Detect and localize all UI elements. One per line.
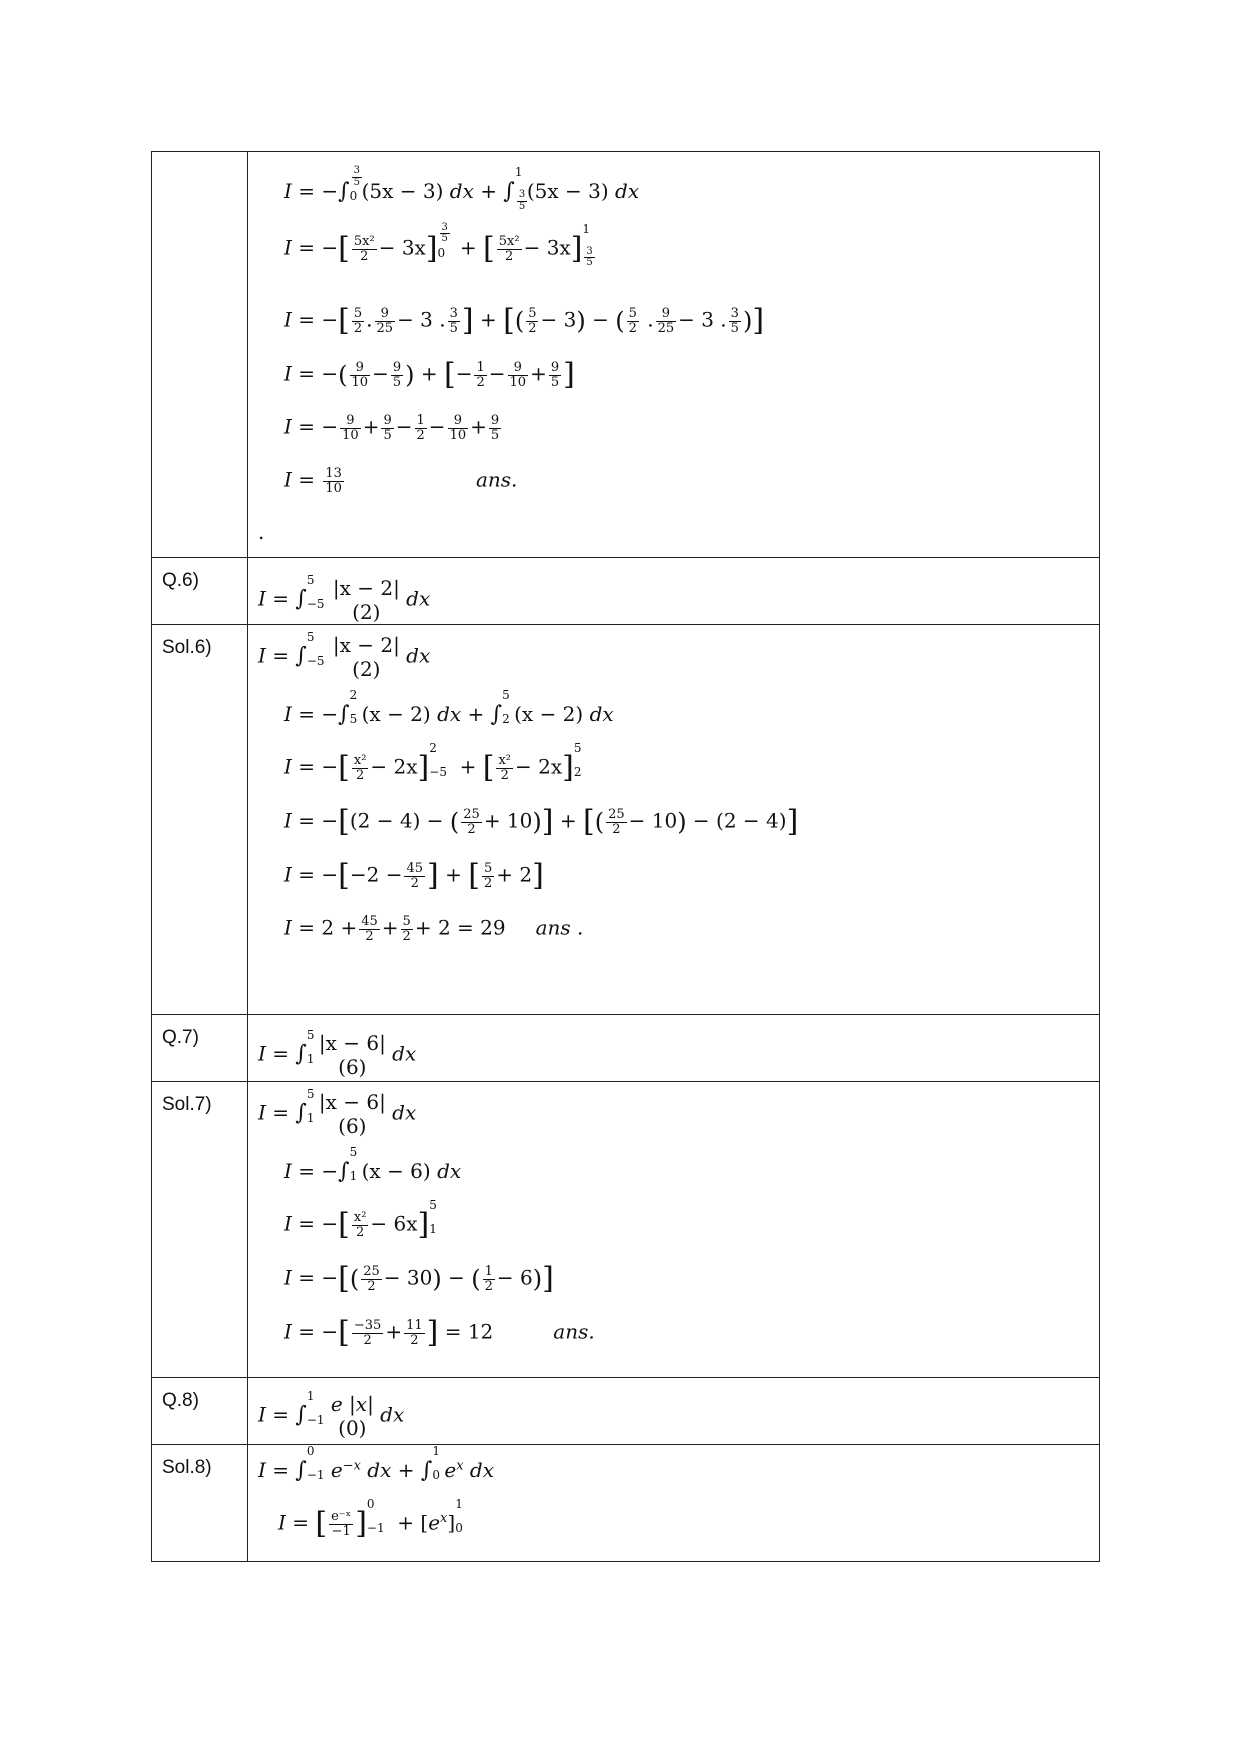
table-row bbox=[152, 625, 1100, 1015]
solutions-table bbox=[151, 151, 1100, 1562]
row-label bbox=[152, 152, 248, 558]
equation-line: I = −∫ 5 1 (x − 6) dx bbox=[284, 1145, 462, 1184]
equation-line: I = −( $\frac{9}{10}$ − $\frac{9}{5}$ ) + [− $\frac{1}{2}$ − $\frac{9}{10}$ + $\frac{9}{5}$ ] bbox=[284, 357, 575, 392]
equation-line: I = −[−2 − $\frac{45}{2}$ ] + [ $\frac{5}{2}$ + 2] bbox=[284, 858, 544, 893]
equation-line: I = −[ $\frac{\text{x²}}{2}$ − 6x] 5 1 bbox=[284, 1197, 437, 1242]
equation-line: I = −∫ 2 5 (x − 2) dx + ∫ 5 2 (x − 2) dx bbox=[284, 688, 614, 727]
equation-line: I = −[ $\frac{\text{5x²}}{2}$ − 3x] $\frac{3}{5}$ 0 + [ $\frac{\text{5x²}}{2}$ − 3x] 1 $\frac{3}{5}$ bbox=[284, 221, 593, 268]
equation-line: I = −[ $\frac{-35}{2}$ + $\frac{11}{2}$ ] = 12 ans. bbox=[284, 1315, 595, 1350]
equation-line: I = ∫ 0 −1 $e^{-x}$ dx + ∫ 1 0 $e^x$ dx bbox=[258, 1444, 494, 1483]
table-row bbox=[152, 558, 1100, 625]
solution-cell bbox=[248, 1445, 1100, 1562]
row-label: Sol.8) bbox=[152, 1445, 248, 1562]
solution-cell bbox=[248, 1082, 1100, 1378]
equation-line: I = −[ $\frac{\text{x²}}{2}$ − 2x] 2 −5 + [ $\frac{\text{x²}}{2}$ − 2x] 5 2 bbox=[284, 740, 582, 785]
question-cell bbox=[248, 558, 1100, 625]
table-row bbox=[152, 152, 1100, 558]
equation-line: I = ∫ 5 1 |x − 6| (6) dx bbox=[258, 1086, 417, 1138]
equation-line: I = ∫ 5 1 |x − 6| (6) dx bbox=[258, 1027, 417, 1079]
solution-cell bbox=[248, 625, 1100, 1015]
row-label: Q.6) bbox=[152, 558, 248, 625]
equation-line: I = [ $\frac{\text{e⁻ˣ}}{-1}$ ] 0 −1 + $[e^x]$ 1 0 bbox=[278, 1496, 463, 1541]
equation-line: I = − $\frac{9}{10}$ + $\frac{9}{5}$ − $\frac{1}{2}$ − $\frac{9}{10}$ + $\frac{9}{5}$ bbox=[284, 413, 500, 443]
equation-line: I = ∫ 5 −5 |x − 2| (2) dx bbox=[258, 629, 431, 681]
question-cell bbox=[248, 1015, 1100, 1082]
row-label: Q.8) bbox=[152, 1378, 248, 1445]
equation-line: I = −[( $\frac{25}{2}$ − 30) − ( $\frac{1}{2}$ − 6)] bbox=[284, 1261, 554, 1296]
table-row bbox=[152, 1378, 1100, 1445]
equation-line: I = −∫ $\frac{3}{5}$ 0 (5x − 3) dx + ∫ 1 $\frac{3}{5}$ (5x − 3) dx bbox=[284, 165, 640, 212]
table-row bbox=[152, 1015, 1100, 1082]
solution-cell bbox=[248, 152, 1100, 558]
equation-line: I = −[(2 − 4) − ( $\frac{25}{2}$ + 10)] + [( $\frac{25}{2}$ − 10) − (2 − 4)] bbox=[284, 804, 799, 839]
table-row bbox=[152, 1445, 1100, 1562]
question-cell bbox=[248, 1378, 1100, 1445]
table-row bbox=[152, 1082, 1100, 1378]
equation-line: I = $\frac{13}{10}$ ans. bbox=[284, 466, 518, 496]
row-label: Q.7) bbox=[152, 1015, 248, 1082]
row-label: Sol.6) bbox=[152, 625, 248, 1015]
equation-line: I = ∫ 5 −5 |x − 2| (2) dx bbox=[258, 572, 431, 624]
trailing-dot: . bbox=[258, 520, 265, 544]
equation-line: I = −[ $\frac{5}{2}$ . $\frac{9}{25}$ − 3 . $\frac{3}{5}$ ] + [( $\frac{5}{2}$ − 3) − ( $\frac{5}{2}$ . $\frac{9}{25}$ − 3 . $\frac{3}{5}$ )] bbox=[284, 303, 765, 338]
row-label: Sol.7) bbox=[152, 1082, 248, 1378]
equation-line: I = 2 + $\frac{45}{2}$ + $\frac{5}{2}$ + 2 = 29 ans . bbox=[284, 914, 584, 944]
equation-line: I = ∫ 1 −1 e |x| (0) dx bbox=[258, 1388, 405, 1440]
